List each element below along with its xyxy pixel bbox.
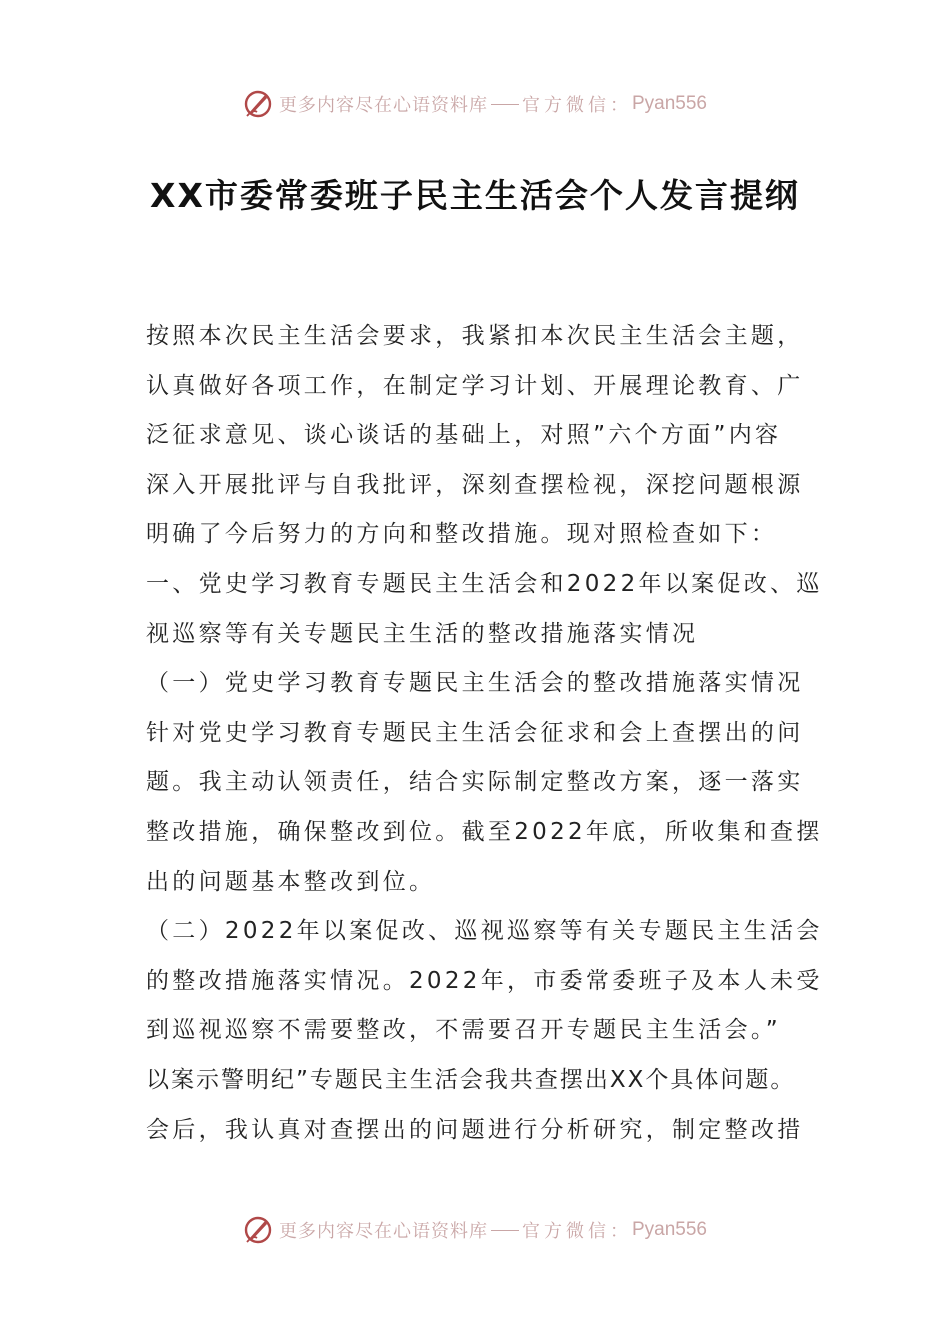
section-heading: 一、党史学习教育专题民主生活会和2022年以案促改、巡 <box>146 570 823 597</box>
body-line: 深入开展批评与自我批评，深刻查摆检视，深挖问题根源 <box>146 471 804 498</box>
body-line: 认真做好各项工作，在制定学习计划、开展理论教育、广 <box>146 372 804 399</box>
header-watermark <box>0 84 950 124</box>
subsection-heading: （二）2022年以案促改、巡视巡察等有关专题民主生活会 <box>146 918 823 945</box>
body-line: 针对党史学习教育专题民主生活会征求和会上查摆出的问 <box>146 719 804 746</box>
body-line: 泛征求意见、谈心谈话的基础上，对照”六个方面”内容 <box>146 422 782 449</box>
body-line: 到巡视巡察不需要整改，不需要召开专题民主生活会。” <box>146 1017 781 1044</box>
body-line: 出的问题基本整改到位。 <box>146 868 436 895</box>
section-heading: 视巡察等有关专题民主生活的整改措施落实情况 <box>146 620 699 647</box>
watermark-wechat-id: Pyan556 <box>631 1219 707 1240</box>
body-line: 以案示警明纪”专题民主生活会我共查摆出XX个具体问题。 <box>146 1066 796 1093</box>
watermark-label: 官方微信： <box>521 95 632 116</box>
watermark-text: 更多内容尽在心语资料库 <box>278 95 488 116</box>
body-line: 按照本次民主生活会要求，我紧扣本次民主生活会主题， <box>146 323 804 349</box>
document-title: XX市委常委班子民主生活会个人发言提纲 <box>150 176 800 215</box>
watermark-dash <box>491 104 519 105</box>
watermark-wechat-id: Pyan556 <box>631 93 707 114</box>
watermark-text: 更多内容尽在心语资料库 <box>278 1221 488 1242</box>
subsection-heading: （一）党史学习教育专题民主生活会的整改措施落实情况 <box>146 670 804 697</box>
body-line: 题。我主动认领责任，结合实际制定整改方案，逐一落实 <box>146 769 804 796</box>
watermark-dash <box>491 1230 519 1231</box>
body-line: 明确了今后努力的方向和整改措施。现对照检查如下： <box>146 521 778 548</box>
quill-logo-icon <box>243 89 273 119</box>
body-line: 会后，我认真对查摆出的问题进行分析研究，制定整改措 <box>146 1116 804 1143</box>
quill-logo-icon <box>243 1215 273 1245</box>
body-line: 的整改措施落实情况。2022年，市委常委班子及本人未受 <box>146 967 823 994</box>
body-line: 整改措施，确保整改到位。截至2022年底，所收集和查摆 <box>146 818 823 845</box>
footer-watermark <box>0 1210 950 1250</box>
document-body <box>146 316 832 1159</box>
watermark-label: 官方微信： <box>521 1221 632 1242</box>
